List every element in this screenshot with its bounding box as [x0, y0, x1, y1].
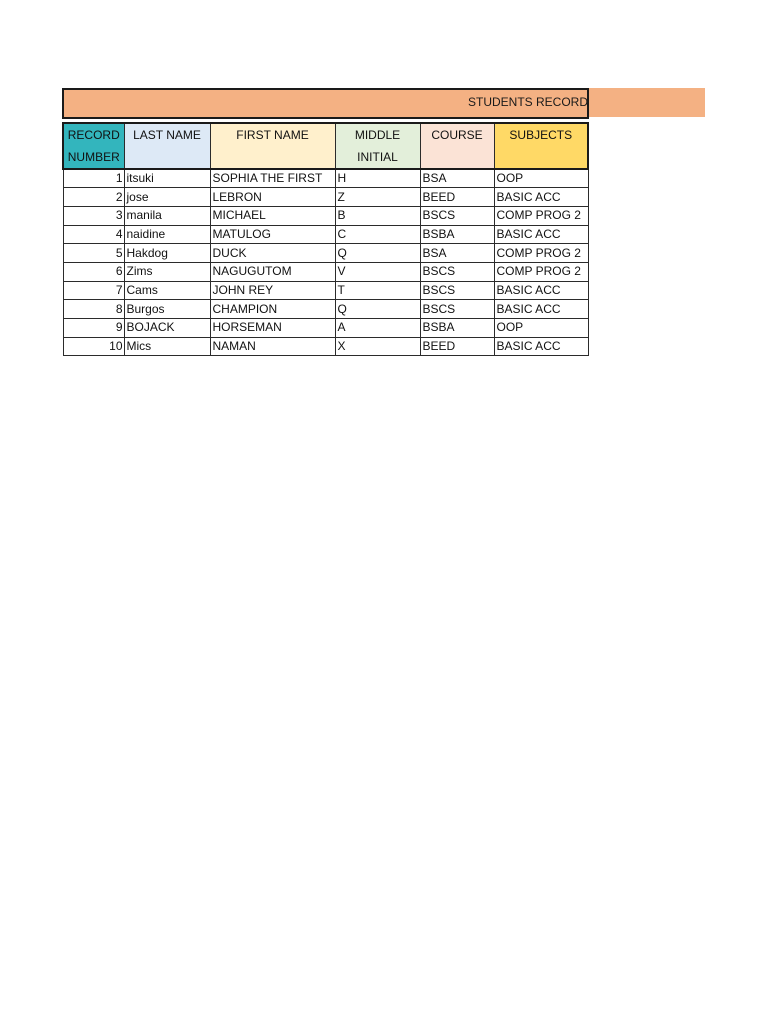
table-row [63, 206, 588, 225]
middle-initial-cell[interactable]: H [335, 169, 420, 188]
table-row [63, 244, 588, 263]
first-name-cell[interactable]: LEBRON [210, 188, 335, 207]
subjects-cell[interactable]: COMP PROG 2 [494, 262, 588, 281]
table-row [63, 169, 588, 188]
table-row [63, 319, 588, 338]
last-name-cell[interactable]: BOJACK [124, 319, 210, 338]
table-row [63, 225, 588, 244]
record-number-cell[interactable]: 6 [63, 262, 124, 281]
first-name-cell[interactable]: HORSEMAN [210, 319, 335, 338]
first-name-cell[interactable]: MATULOG [210, 225, 335, 244]
first-name-cell[interactable]: MICHAEL [210, 206, 335, 225]
header-middle-initial[interactable]: MIDDLE INITIAL [335, 123, 420, 169]
course-cell[interactable]: BSBA [420, 319, 494, 338]
middle-initial-cell[interactable]: C [335, 225, 420, 244]
last-name-cell[interactable]: Zims [124, 262, 210, 281]
subjects-cell[interactable]: COMP PROG 2 [494, 244, 588, 263]
record-number-cell[interactable]: 1 [63, 169, 124, 188]
table-row [63, 188, 588, 207]
header-row [63, 123, 588, 169]
first-name-cell[interactable]: NAMAN [210, 337, 335, 356]
subjects-cell[interactable]: BASIC ACC [494, 281, 588, 300]
last-name-cell[interactable]: manila [124, 206, 210, 225]
last-name-cell[interactable]: Burgos [124, 300, 210, 319]
last-name-cell[interactable]: Mics [124, 337, 210, 356]
table-row [63, 300, 588, 319]
middle-initial-cell[interactable]: Q [335, 244, 420, 263]
subjects-cell[interactable]: OOP [494, 319, 588, 338]
header-first-name[interactable]: FIRST NAME [210, 123, 335, 169]
subjects-cell[interactable]: BASIC ACC [494, 300, 588, 319]
course-cell[interactable]: BSCS [420, 281, 494, 300]
middle-initial-cell[interactable]: B [335, 206, 420, 225]
table-row [63, 262, 588, 281]
record-number-cell[interactable]: 7 [63, 281, 124, 300]
subjects-cell[interactable]: BASIC ACC [494, 188, 588, 207]
last-name-cell[interactable]: jose [124, 188, 210, 207]
last-name-cell[interactable]: naidine [124, 225, 210, 244]
header-course[interactable]: COURSE [420, 123, 494, 169]
subjects-cell[interactable]: BASIC ACC [494, 337, 588, 356]
middle-initial-cell[interactable]: Q [335, 300, 420, 319]
first-name-cell[interactable]: CHAMPION [210, 300, 335, 319]
last-name-cell[interactable]: Hakdog [124, 244, 210, 263]
course-cell[interactable]: BSCS [420, 262, 494, 281]
middle-initial-cell[interactable]: Z [335, 188, 420, 207]
table-row [63, 281, 588, 300]
record-number-cell[interactable]: 9 [63, 319, 124, 338]
record-number-cell[interactable]: 2 [63, 188, 124, 207]
subjects-cell[interactable]: OOP [494, 169, 588, 188]
students-record-table [62, 122, 589, 356]
record-number-cell[interactable]: 4 [63, 225, 124, 244]
course-cell[interactable]: BEED [420, 337, 494, 356]
middle-initial-cell[interactable]: A [335, 319, 420, 338]
course-cell[interactable]: BEED [420, 188, 494, 207]
sheet-title[interactable]: STUDENTS RECORD [467, 95, 588, 109]
table-body [63, 169, 588, 356]
table-row [63, 337, 588, 356]
record-number-cell[interactable]: 5 [63, 244, 124, 263]
first-name-cell[interactable]: SOPHIA THE FIRST [210, 169, 335, 188]
course-cell[interactable]: BSCS [420, 300, 494, 319]
middle-initial-cell[interactable]: X [335, 337, 420, 356]
first-name-cell[interactable]: DUCK [210, 244, 335, 263]
course-cell[interactable]: BSCS [420, 206, 494, 225]
last-name-cell[interactable]: Cams [124, 281, 210, 300]
record-number-cell[interactable]: 10 [63, 337, 124, 356]
subjects-cell[interactable]: BASIC ACC [494, 225, 588, 244]
course-cell[interactable]: BSBA [420, 225, 494, 244]
course-cell[interactable]: BSA [420, 169, 494, 188]
last-name-cell[interactable]: itsuki [124, 169, 210, 188]
course-cell[interactable]: BSA [420, 244, 494, 263]
record-number-cell[interactable]: 8 [63, 300, 124, 319]
first-name-cell[interactable]: NAGUGUTOM [210, 262, 335, 281]
record-number-cell[interactable]: 3 [63, 206, 124, 225]
header-subjects[interactable]: SUBJECTS [494, 123, 588, 169]
subjects-cell[interactable]: COMP PROG 2 [494, 206, 588, 225]
first-name-cell[interactable]: JOHN REY [210, 281, 335, 300]
header-record-number[interactable]: RECORD NUMBER [63, 123, 124, 169]
middle-initial-cell[interactable]: V [335, 262, 420, 281]
header-last-name[interactable]: LAST NAME [124, 123, 210, 169]
middle-initial-cell[interactable]: T [335, 281, 420, 300]
